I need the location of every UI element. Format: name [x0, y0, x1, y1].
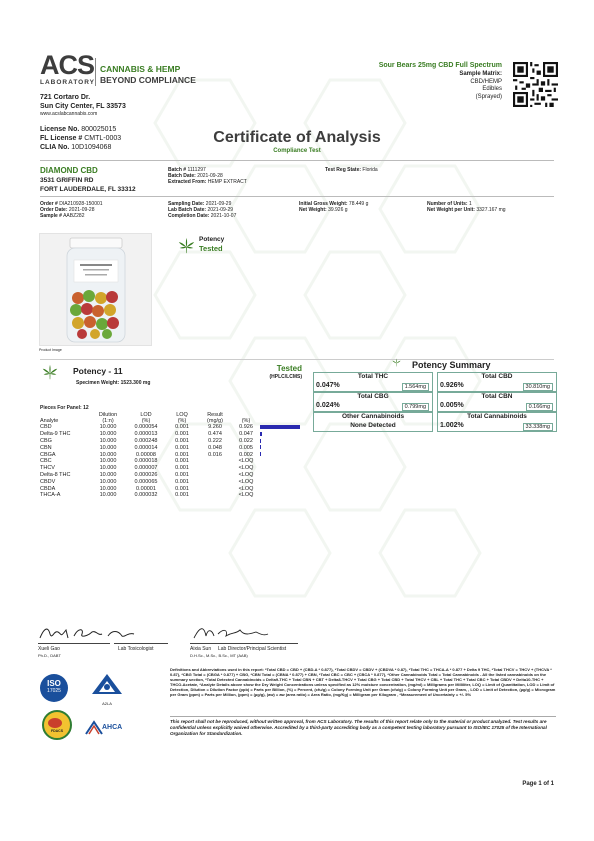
signature-2 [190, 624, 270, 642]
table-cell: THCA-A [40, 492, 61, 499]
client-street: 3531 GRIFFIN RD [40, 177, 94, 184]
product-image [39, 233, 152, 346]
signer-2-cred: D.H.Sc., M.Sc., B.Sc., MT (AAB) [190, 653, 248, 658]
sample-matrix-label: Sample Matrix: [459, 71, 502, 77]
table-cell: <LOQ [238, 485, 254, 492]
table-row [38, 485, 316, 492]
table-cell: 0.001 [175, 458, 189, 465]
table-row [38, 458, 316, 465]
table-cell: 0.000026 [134, 471, 158, 478]
signer-1-cred: Ph.D., DABT [38, 653, 61, 658]
table-cell: 0.047 [239, 431, 253, 438]
disclaimer-text: This report shall not be reproduced, without written approval, from ACS Laboratory. The results of this report relate only to the material or product analyzed. Test results are confidential unless explicitly waived otherwise. Accredited by a third-party accrediting body as a competent testing laboratory pursuant to ISO/IEC 17025 of the International Organization for Standardization. [170, 719, 547, 736]
clia-number: CLIA No. 10D1094068 [40, 144, 112, 151]
table-cell: Delta-8 THC [40, 471, 71, 478]
table-cell: 10.000 [99, 437, 117, 444]
table-cell: 0.001 [175, 478, 189, 485]
result-bar-cell [260, 472, 316, 479]
table-cell: CBDV [40, 478, 56, 485]
table-cell: CBC [40, 458, 52, 465]
table-row [38, 438, 316, 445]
table-cell [198, 458, 232, 465]
summary-cbd: Total CBD 0.926% 30.810mg [437, 372, 557, 392]
table-cell: 10.000 [99, 485, 117, 492]
signer-1-title: Lab Toxicologist [118, 646, 154, 652]
table-cell: 0.001 [175, 437, 189, 444]
table-cell: 0.474 [208, 431, 222, 438]
table-cell [198, 465, 232, 472]
table-cell: 0.00008 [136, 451, 156, 458]
sample-matrix-3: (Sprayed) [475, 93, 502, 100]
table-cell: 0.005 [239, 444, 253, 451]
table-cell: 0.000014 [134, 444, 158, 451]
col-loq: LOQ (%) [176, 412, 188, 424]
logo-tagline-2: BEYOND COMPLIANCE [100, 75, 196, 85]
table-cell: 0.000018 [134, 458, 158, 465]
result-bar [260, 432, 262, 436]
potency-tested: Tested [276, 364, 302, 373]
cannabis-leaf-icon-2 [42, 364, 58, 380]
table-cell: 10.000 [99, 465, 117, 472]
table-cell: 0.001 [175, 465, 189, 472]
result-bar-cell [260, 478, 316, 485]
status-potency-label: Potency [199, 236, 225, 243]
table-row [38, 444, 316, 451]
signer-1-name: Xueli Gao [38, 646, 60, 652]
product-image-caption: Product Image [39, 348, 62, 352]
table-cell: 10.000 [99, 431, 117, 438]
signer-2-name: Aixia Sun [190, 646, 212, 652]
col-lod: LOD (%) [140, 412, 152, 424]
lab-license: License No. 800025015 [40, 126, 117, 133]
specimen-weight: Specimen Weight: 1523.300 mg [76, 380, 151, 386]
iso-badge: ISO 17025 [40, 674, 68, 702]
dates-info: Sampling Date: 2021-09-29 Lab Batch Date: 2021-09-29 Completion Date: 2021-10-07 [168, 201, 237, 219]
table-cell: 10.000 [99, 492, 117, 499]
col-dilution: Dilution (1:n) [98, 412, 118, 424]
table-row [38, 478, 316, 485]
table-cell: 0.001 [175, 492, 189, 499]
sample-matrix-2: Edibles [482, 86, 502, 92]
result-bar-cell [260, 458, 316, 465]
table-row [38, 431, 316, 438]
table-cell [198, 492, 232, 499]
lab-address-2: Sun City Center, FL 33573 [40, 103, 126, 110]
table-cell: 0.000248 [134, 437, 158, 444]
batch-info: Batch # 1111297 Batch Date: 2021-09-28 Extracted From: HEMP EXTRACT [168, 167, 247, 185]
result-bar-cell [260, 451, 316, 458]
result-bar-cell [260, 438, 316, 445]
table-cell: <LOQ [238, 478, 254, 485]
table-cell: 0.001 [175, 471, 189, 478]
product-name: Sour Bears 25mg CBD Full Spectrum [378, 62, 502, 69]
table-cell: 0.00001 [136, 485, 156, 492]
definitions-text: Definitions and Abbreviations used in this report: *Total CBD = CBD + (CBD-A * 0.877), *Total CBDV = CBDV + (CBDVA * 0.87), *Total THC = THCA-A * 0.877 + Delta 9 THC, *Total THCV = THCV + (THCVA * 0.87), *CBG Total = (CBGA * 0.877) + CBG, *CBN Total = (CBNA * 0.877) + CBN, *Total CBC = CBC + (CBCA * 0.877), *Other Cannabinoids Total = Total Cannabinoids - All the listed cannabinoids on the summary section, *Total Detected Cannabinoids = Delta9-THC + Total CBN + CBT + Delta8-THCV + Total CBG + Total CBD + Total THCV + CBL + Total THC + Total CBC + Total CBDV + Delta10-THC + THCO-Acetate, *Analyte Details above show the Dry Weight Concentrations unless specified as 12% moisture concentration, (mg/ml) = Milligrams per Milliliter, LOQ = Limit of Quantitation, LOD = Limit of Detection, Dilution = Dilution Factor (ppb) = Parts per Billion, (%) = Percent, (cfu/g) = Colony Forming Unit per Gram (cfu/g) = Colony Forming Unit per Gram, , LOD = Limit of Detection, (µg/g) = Microgram per Gram (ppm) = Parts per Million, (ppm) = (µg/g), (aw) = aw (area ratio) = Area Ratio, (mg/Kg) = Milligram per Kilogram , *Measurement of Uncertainty = +/- 5% [170, 667, 556, 698]
result-bar-cell [260, 431, 316, 438]
a2la-badge: A2LA [90, 672, 124, 704]
table-cell: CBG [40, 437, 52, 444]
table-cell [198, 478, 232, 485]
table-cell: 0.000054 [134, 424, 158, 431]
lab-website: www.acslabcannabis.com [40, 111, 98, 117]
table-cell: 0.001 [175, 424, 189, 431]
summary-title: Potency Summary [412, 360, 491, 370]
potency-table [38, 411, 316, 499]
result-bar [260, 439, 261, 443]
col-analyte: Analyte [40, 418, 59, 424]
order-info: Order # DIA210928-150001 Order Date: 2021-09-28 Sample # AABZ282 [40, 201, 103, 219]
result-bar-cell [260, 444, 316, 451]
summary-other: Other Cannabinoids None Detected [313, 412, 433, 432]
table-row [38, 451, 316, 458]
signature-1 [38, 624, 138, 642]
page-number: Page 1 of 1 [522, 781, 554, 787]
table-cell: <LOQ [238, 458, 254, 465]
table-cell: 0.222 [208, 437, 222, 444]
signer-2-title: Lab Director/Principal Scientist [218, 646, 287, 652]
col-result: Result (mg/g) [207, 412, 223, 424]
table-cell: 10.000 [99, 471, 117, 478]
summary-total: Total Cannabinoids 1.002% 33.338mg [437, 412, 557, 432]
result-bar-cell [260, 492, 316, 499]
table-cell: CBDA [40, 485, 56, 492]
sample-matrix-1: CBD/HEMP [470, 78, 502, 85]
status-potency-value: Tested [199, 244, 223, 253]
acs-logo [40, 50, 210, 90]
potency-method: (HPLC/LCMS) [269, 374, 302, 380]
table-cell: 0.000007 [134, 465, 158, 472]
table-row [38, 472, 316, 479]
ahca-badge: AHCA [84, 720, 128, 736]
result-bar-cell [260, 465, 316, 472]
cannabis-leaf-icon [178, 237, 195, 254]
table-cell: 0.016 [208, 451, 222, 458]
lab-address-1: 721 Cortaro Dr. [40, 94, 91, 101]
unit-info: Number of Units: 1 Net Weight per Unit: 3327.167 mg [427, 201, 506, 213]
table-row [38, 465, 316, 472]
result-bar-cell [260, 485, 316, 492]
test-reg-state: Test Reg State: Florida [325, 167, 378, 173]
table-cell: <LOQ [238, 492, 254, 499]
table-cell [198, 472, 232, 479]
table-cell: 0.000065 [134, 478, 158, 485]
table-cell: 10.000 [99, 451, 117, 458]
fl-license: FL License # CMTL-0003 [40, 135, 122, 142]
page-subtitle: Compliance Test [273, 148, 321, 154]
pieces-for-panel: Pieces For Panel: 12 [40, 405, 89, 411]
table-cell: 9.260 [208, 424, 222, 431]
result-bar [260, 452, 261, 456]
table-cell: 0.000013 [134, 431, 158, 438]
table-row [38, 424, 316, 431]
qr-code [513, 62, 558, 107]
table-cell: 0.002 [239, 451, 253, 458]
table-cell: 0.926 [239, 424, 253, 431]
table-cell: 0.022 [239, 437, 253, 444]
table-cell: 10.000 [99, 444, 117, 451]
col-pct: (%) [241, 418, 251, 424]
cannabis-leaf-icon-3 [392, 358, 401, 367]
table-cell: THCV [40, 465, 55, 472]
logo-laboratory: LABORATORY [40, 79, 96, 86]
client-city: FORT LAUDERDALE, FL 33312 [40, 186, 136, 193]
client-name: DIAMOND CBD [40, 166, 98, 175]
result-bar-cell [260, 424, 316, 431]
table-cell: 10.000 [99, 424, 117, 431]
potency-title: Potency - 11 [73, 366, 123, 376]
weight-info: Initial Gross Weight: 78.449 g Net Weight: 39.926 g [299, 201, 369, 213]
table-cell: CBN [40, 444, 52, 451]
result-bar [260, 445, 261, 449]
table-cell: 0.001 [175, 444, 189, 451]
summary-cbn: Total CBN 0.005% 0.166mg [437, 392, 557, 412]
table-cell [198, 485, 232, 492]
table-cell: CBGA [40, 451, 56, 458]
table-cell: CBD [40, 424, 52, 431]
table-cell: 0.048 [208, 444, 222, 451]
fdacs-badge: FDACS [42, 710, 72, 740]
page-title: Certificate of Analysis [213, 129, 381, 146]
table-cell: 0.000032 [134, 492, 158, 499]
table-cell: 10.000 [99, 458, 117, 465]
summary-thc: Total THC 0.047% 1.564mg [313, 372, 433, 392]
table-cell: <LOQ [238, 471, 254, 478]
table-cell: <LOQ [238, 465, 254, 472]
table-cell: 0.001 [175, 485, 189, 492]
result-bar [260, 425, 300, 429]
table-cell: 0.001 [175, 451, 189, 458]
summary-cbg: Total CBG 0.024% 0.799mg [313, 392, 433, 412]
logo-acs: ACS [40, 50, 95, 80]
logo-tagline-1: CANNABIS & HEMP [100, 64, 181, 74]
table-row [38, 492, 316, 499]
table-cell: Delta-9 THC [40, 431, 71, 438]
table-cell: 0.001 [175, 431, 189, 438]
table-cell: 10.000 [99, 478, 117, 485]
